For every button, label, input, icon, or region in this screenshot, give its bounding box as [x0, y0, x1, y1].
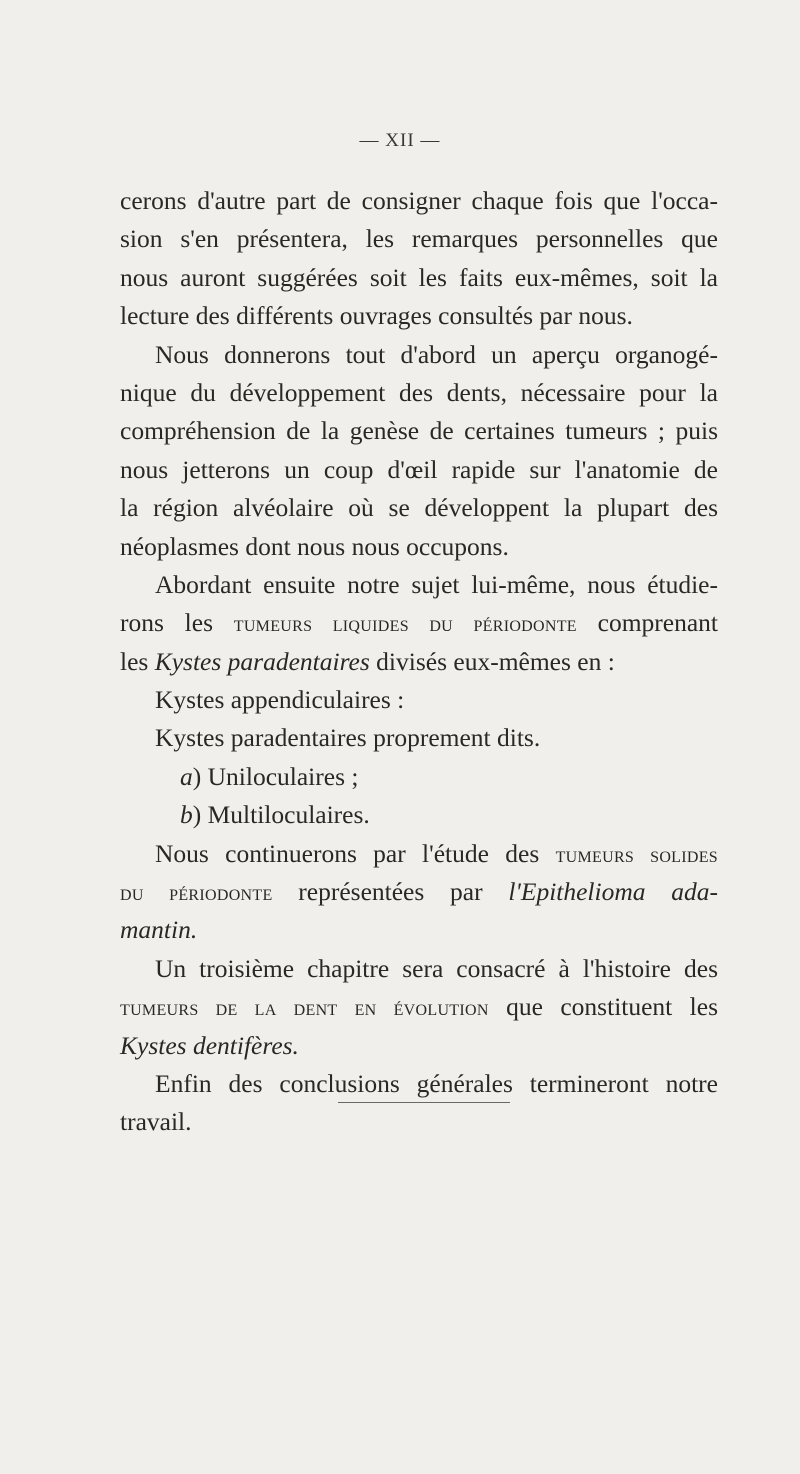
- text-line: Abordant ensuite notre sujet lui-même, nous étudie-: [155, 569, 718, 599]
- text-line: Kystes appendiculaires :: [155, 685, 405, 715]
- text-line: Nous donnerons tout d'abord un aperçu organogé-: [155, 339, 718, 369]
- text-span: comprenant: [576, 608, 719, 638]
- italic-span: Kystes paradentaires: [154, 646, 370, 676]
- text-line: [120, 796, 718, 834]
- end-divider: [338, 1102, 510, 1103]
- text-line: lecture des différents ouvrages consultés par nous.: [120, 301, 633, 331]
- small-caps-span: tumeurs de la dent en évolution: [120, 995, 489, 1021]
- text-span: Nous continuerons par l'étude des: [155, 838, 556, 868]
- text-line: néoplasmes dont nous nous occupons.: [120, 531, 509, 561]
- small-caps-span: tumeurs solides: [555, 841, 718, 867]
- text-span: que constituent les: [488, 992, 718, 1022]
- text-line: [120, 604, 718, 642]
- text-line: [120, 873, 718, 911]
- text-line: [120, 758, 718, 796]
- text-span: ) Uniloculaires ;: [192, 761, 359, 791]
- text-line: Kystes paradentaires proprement dits.: [155, 723, 541, 753]
- italic-span: l'Epithelioma ada-: [508, 877, 718, 907]
- text-line: la région alvéolaire où se développent la plupart des: [120, 493, 718, 523]
- text-line: [120, 643, 718, 681]
- text-line: nique du développement des dents, nécessaire pour la: [120, 377, 718, 407]
- text-line: travail.: [120, 1107, 192, 1137]
- text-line: sion s'en présentera, les remarques personnelles que: [120, 224, 718, 254]
- text-line: compréhension de la genèse de certaines tumeurs ; puis: [120, 416, 718, 446]
- text-line: Enfin des conclusions générales termineront notre: [155, 1068, 718, 1098]
- text-line: Un troisième chapitre sera consacré à l'histoire des: [155, 953, 718, 983]
- text-span: ) Multiloculaires.: [192, 800, 370, 830]
- text-line: nous jetterons un coup d'œil rapide sur l'anatomie de: [120, 454, 718, 484]
- text-span: représentées par: [272, 877, 509, 907]
- text-span: divisés eux-mêmes en :: [369, 646, 615, 676]
- text-span: rons les: [120, 608, 234, 638]
- text-line: nous auront suggérées soit les faits eux-mêmes, soit la: [120, 262, 718, 292]
- italic-span: b: [180, 800, 193, 830]
- small-caps-span: tumeurs liquides du périodonte: [233, 611, 577, 637]
- italic-span: a: [180, 761, 193, 791]
- small-caps-span: du périodonte: [120, 880, 273, 906]
- text-line: [120, 835, 718, 873]
- text-line: cerons d'autre part de consigner chaque fois que l'occa-: [120, 186, 718, 215]
- text-line: Kystes dentifères.: [120, 1030, 299, 1060]
- text-span: les: [120, 646, 155, 676]
- body-text: [120, 182, 718, 1142]
- text-line: [120, 988, 718, 1026]
- page-number: — XII —: [359, 130, 441, 151]
- text-line: mantin.: [120, 915, 198, 945]
